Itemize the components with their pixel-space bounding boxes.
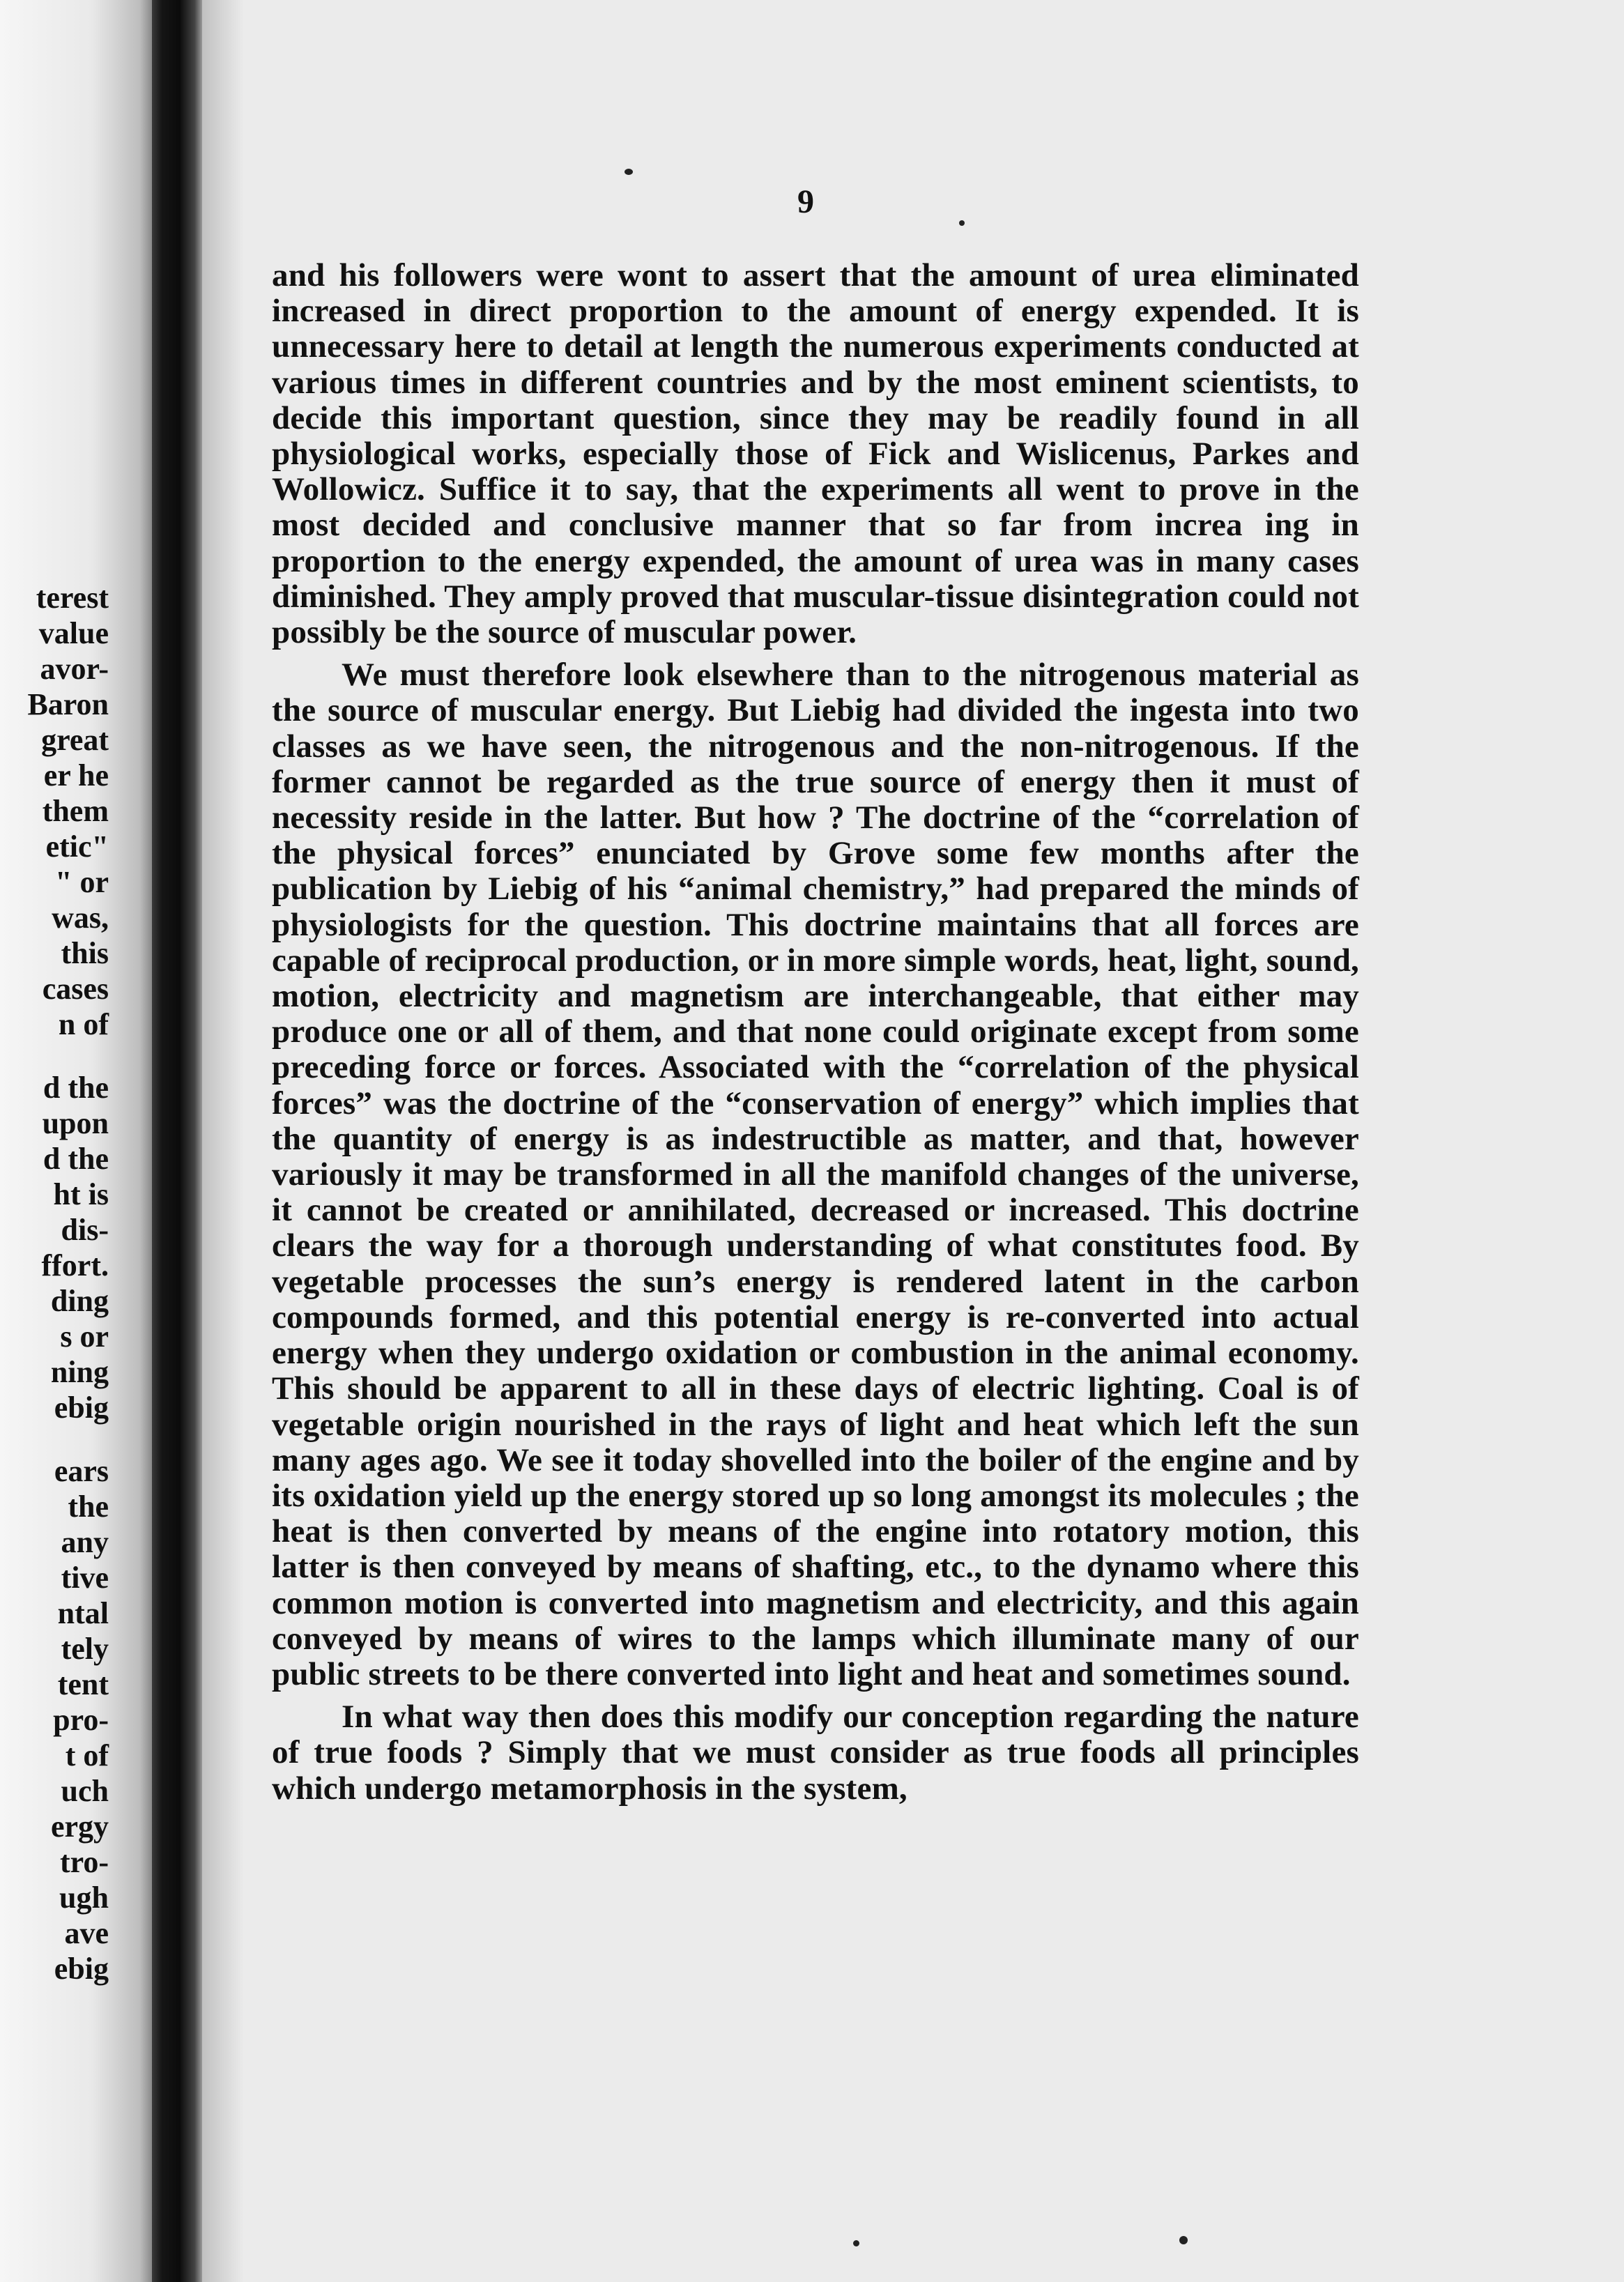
previous-page-fragment: value	[38, 616, 109, 650]
previous-page-fragment: ffort.	[41, 1248, 109, 1282]
previous-page-fragment: n of	[58, 1007, 109, 1041]
previous-page-fragment: tro-	[59, 1845, 109, 1879]
previous-page-fragment: dis-	[61, 1213, 109, 1247]
previous-page-fragment: ears	[54, 1454, 109, 1488]
page-number: 9	[797, 183, 814, 220]
previous-page-fragment: ding	[50, 1284, 109, 1318]
previous-page-fragment	[0, 1425, 109, 1453]
previous-page-fragment: er he	[43, 758, 109, 792]
previous-page-fragment: " or	[55, 865, 109, 899]
previous-page-fragment: this	[61, 936, 109, 970]
paragraph: In what way then does this modify our conception regarding the nature of true foods ? Simply that we must consider as true foods all principles which undergo metamorphosis in the system,	[272, 1699, 1359, 1807]
previous-page-fragment: pro-	[53, 1703, 109, 1737]
previous-page-fragment: ebig	[54, 1391, 109, 1425]
paragraph: and his followers were wont to assert that the amount of urea eliminated increased in direct proportion to the amount of energy expended. It is unnecessary here to detail at length the numerous experiments conducted at various times in different countries and by the most eminent scientists, to decide this important question, since they may be readily found in all physiological works, especially those of Fick and Wislicenus, Parkes and Wollowicz. Suffice it to say, that the experiments all went to prove in the most decided and conclusive manner that so far from increa ing in proportion to the energy expended, the amount of urea was in many cases diminished. They amply proved that muscular-tissue disintegration could not possibly be the source of muscular power.	[272, 257, 1359, 651]
previous-page-fragment: avor-	[40, 652, 109, 686]
previous-page-fragment: ergy	[50, 1809, 109, 1844]
previous-page-fragment: tive	[61, 1561, 109, 1595]
previous-page-fragment: upon	[42, 1106, 109, 1140]
previous-page-fragment: any	[61, 1525, 109, 1559]
previous-page-fragment: tent	[57, 1667, 109, 1701]
previous-page-fragment: them	[42, 794, 109, 828]
ink-speck	[1179, 2236, 1188, 2244]
previous-page-fragment: the	[68, 1490, 109, 1524]
previous-page-text-fragments	[0, 580, 109, 1986]
previous-page-fragment: ht is	[53, 1177, 109, 1211]
gutter-shadow	[202, 0, 244, 2282]
previous-page-edge	[0, 0, 152, 2282]
previous-page-fragment: ntal	[57, 1596, 109, 1630]
ink-speck	[853, 2240, 859, 2246]
previous-page-fragment: d the	[43, 1071, 109, 1105]
previous-page-fragment: tely	[61, 1632, 109, 1666]
ink-speck	[959, 220, 965, 226]
previous-page-fragment: d the	[43, 1142, 109, 1176]
previous-page-fragment: uch	[61, 1774, 109, 1808]
previous-page-fragment: was,	[52, 901, 109, 935]
previous-page-fragment: terest	[36, 581, 109, 615]
page-body	[272, 258, 1359, 1807]
previous-page-fragment: Baron	[27, 687, 109, 721]
paragraph: We must therefore look elsewhere than to the nitrogenous material as the source of muscular energy. But Liebig had divided the ingesta into two classes as we have seen, the nitrogenous and the non-nitrogenous. If the former cannot be regarded as the true source of energy then it must of necessity reside in the latter. But how ? The doctrine of the “correlation of the physical forces” enunciated by Grove some few months after the publication by Liebig of his “animal chemistry,” had prepared the minds of physiologists for the question. This doctrine maintains that all forces are capable of reciprocal production, or in more simple words, heat, light, sound, motion, electricity and magnetism are interchangeable, that either may produce one or all of them, and that none could originate except from some preceding force or forces. Associated with the “correlation of the physical forces” was the doctrine of the “conservation of energy” which implies that the quantity of energy is as indestructible as matter, and that, however variously it may be transformed in all the manifold changes of the universe, it cannot be created or annihilated, decreased or increased. This doctrine clears the way for a thorough understanding of what constitutes food. By vegetable processes the sun’s energy is rendered latent in the carbon compounds formed, and this potential energy is re-converted into actual energy when they undergo oxidation or combustion in the animal economy. This should be apparent to all in these days of electric lighting. Coal is of vegetable origin nourished in the rays of light and heat which left the sun many ages ago. We see it today shovelled into the boiler of the engine and by its oxidation yield up the energy stored up so long amongst its molecules ; the heat is then converted by means of the engine into rotatory motion, this latter is then conveyed by means of shafting, etc., to the dynamo where this common motion is converted into magnetism and electricity, and this again conveyed by means of wires to the lamps which illuminate many of our public streets to be there converted into light and heat and sometimes sound.	[272, 657, 1359, 1692]
previous-page-fragment: ugh	[59, 1881, 109, 1915]
previous-page-fragment: etic"	[45, 829, 109, 864]
previous-page-fragment: t of	[65, 1738, 109, 1772]
previous-page-fragment: ave	[64, 1916, 109, 1950]
previous-page-fragment: cases	[42, 972, 109, 1006]
previous-page-fragment: s or	[60, 1319, 109, 1354]
previous-page-fragment: ning	[50, 1355, 109, 1389]
book-binding-gutter	[152, 0, 202, 2282]
previous-page-fragment: ebig	[54, 1952, 109, 1986]
previous-page-fragment: great	[41, 723, 109, 757]
previous-page-fragment	[0, 1042, 109, 1070]
ink-speck	[625, 169, 633, 175]
